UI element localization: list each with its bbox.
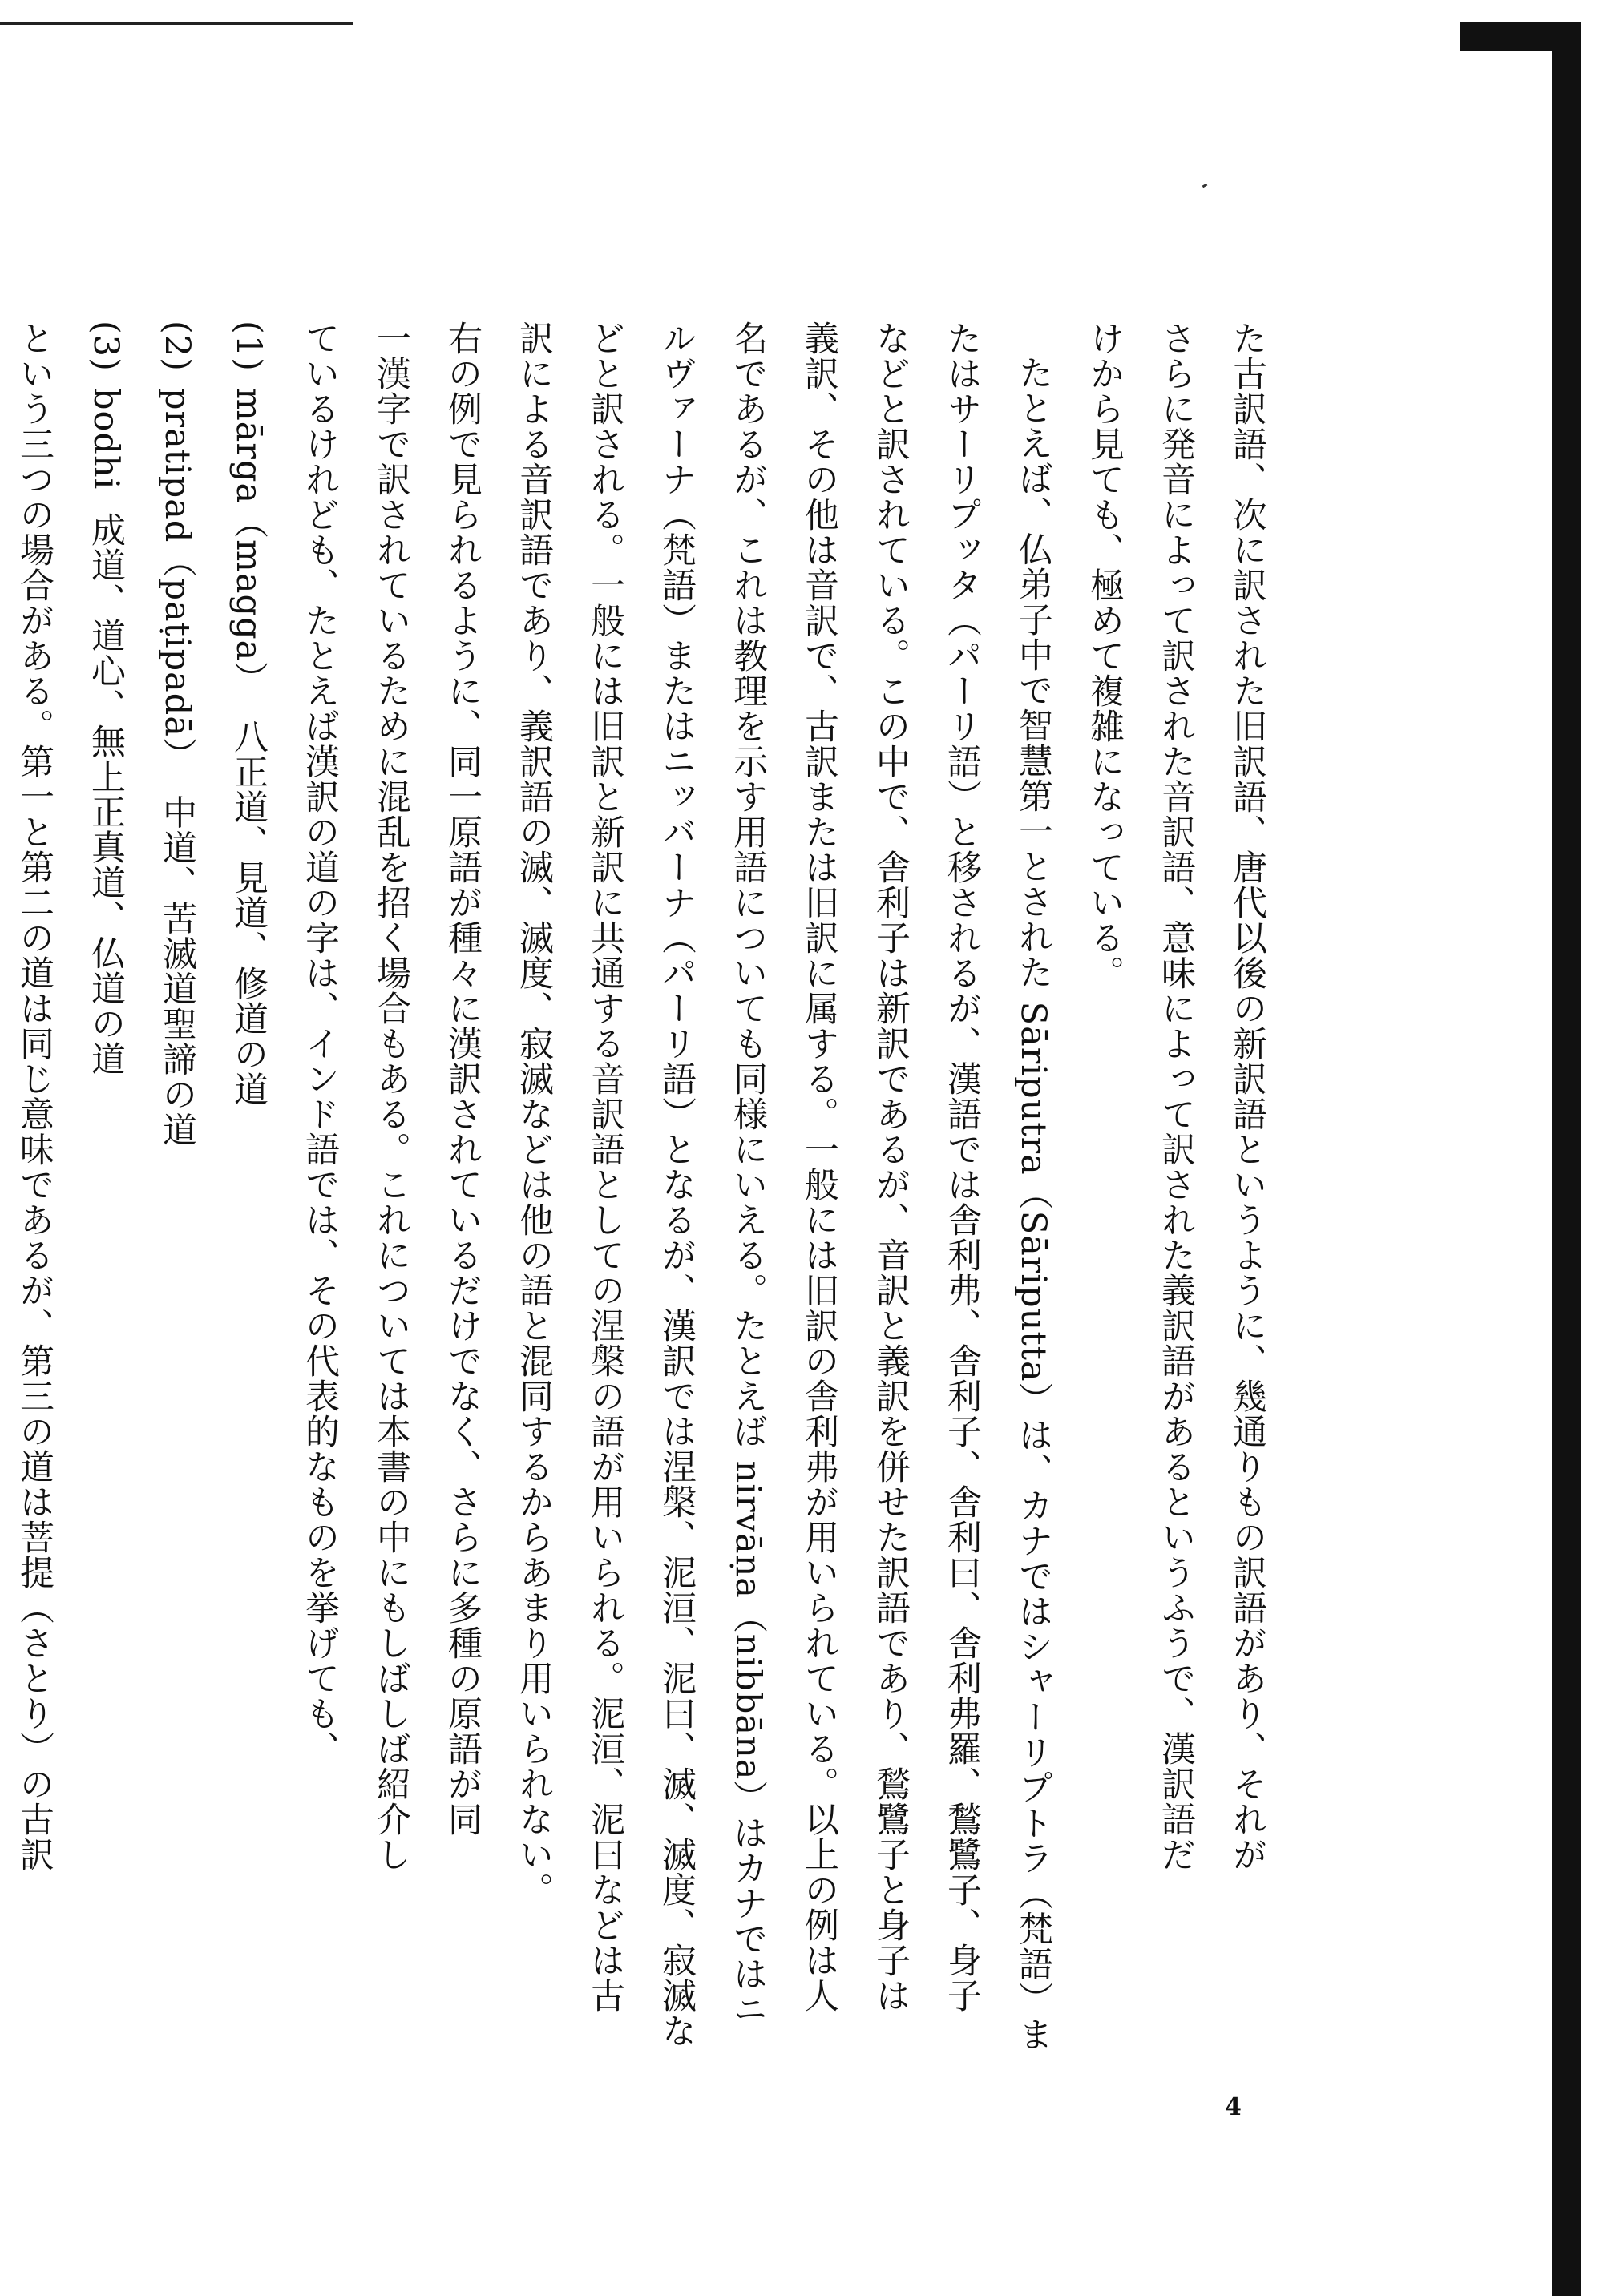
text-line: けから見ても、極めて複雑になっている。	[1085, 321, 1125, 991]
text-line: 名であるが、これは教理を示す用語についても同様にいえる。たとえば nirvāṇa（nibbāna）はカナではニ	[728, 321, 768, 2028]
text-line: 訳による音訳語であり、義訳語の滅、滅度、寂滅などは他の語と混同するからあまり用いられない。	[514, 321, 554, 1907]
list-item-term: mārga（magga）	[228, 387, 269, 697]
list-item-gloss: 成道、道心、無上正真道、仏道の道	[86, 512, 126, 1077]
text-line: さらに発音によって訳された音訳語、意味によって訳された義訳語があるというふうで、漢訳語だ	[1156, 321, 1196, 1872]
text-line: などと訳されている。この中で、舎利子は新訳であるが、音訳と義訳を併せた訳語であり、鶖鷺子と身子は	[871, 321, 911, 2013]
list-item-number: (1)	[228, 321, 269, 372]
list-item-number: (3)	[86, 321, 126, 372]
top-rule	[0, 22, 353, 25]
text-line: という三つの場合がある。第一と第二の道は同じ意味であるが、第三の道は菩提（さとり）の古訳	[14, 321, 55, 1872]
list-item-number: (2)	[157, 321, 197, 372]
list-item	[141, 321, 212, 2164]
text-line: たとえば、仏弟子中で智慧第一とされた Sāriputra（Sāriputta）は、カナではシャーリプトラ（梵語）ま	[1013, 355, 1053, 2052]
text-line: どと訳される。一般には旧訳と新訳に共通する音訳語としての涅槃の語が用いられる。泥洹、泥曰などは古	[585, 321, 625, 2013]
text-line: 右の例で見られるように、同一原語が種々に漢訳されているだけでなく、さらに多種の原語が同	[442, 321, 483, 1837]
text-line: た古訳語、次に訳された旧訳語、唐代以後の新訳語というように、幾通りもの訳語があり、それが	[1227, 321, 1267, 1872]
scan-speck	[1202, 184, 1208, 188]
text-line: ルヴァーナ（梵語）またはニッバーナ（パーリ語）となるが、漢訳では涅槃、泥洹、泥曰、滅、滅度、寂滅な	[656, 321, 697, 2048]
page-edge-bar	[1552, 22, 1581, 2296]
text-line: たはサーリプッタ（パーリ語）と移されるが、漢語では舎利弗、舎利子、舎利曰、舎利弗羅、鶖鷺子、身子	[942, 321, 982, 2013]
text-line: 一漢字で訳されているために混乱を招く場合もある。これについては本書の中にもしばしば紹介し	[371, 321, 411, 1872]
list-item-term: bodhi	[86, 387, 126, 490]
list-item-term: pratipad（paṭipadā）	[157, 387, 197, 773]
list-item	[70, 321, 141, 2164]
text-line: ているけれども、たとえば漢訳の道の字は、インド語では、その代表的なものを挙げても、	[300, 321, 340, 1766]
page-number: 4	[1225, 2093, 1242, 2121]
list-item-gloss: 中道、苦滅道聖諦の道	[157, 794, 197, 1148]
body-text	[14, 321, 1283, 2164]
text-line: 義訳、その他は音訳で、古訳または旧訳に属する。一般には旧訳の舎利弗が用いられている。以上の例は人	[799, 321, 839, 2013]
list-item	[212, 321, 284, 2164]
list-item-gloss: 八正道、見道、修道の道	[228, 719, 269, 1108]
